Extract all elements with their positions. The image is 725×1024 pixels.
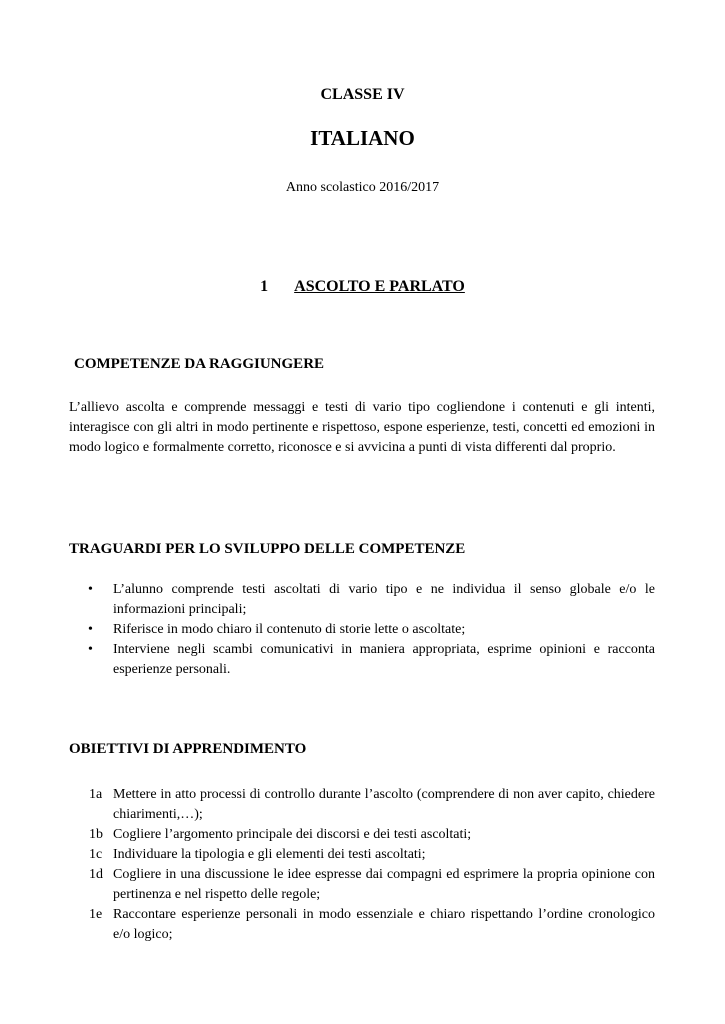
objective-text: Mettere in atto processi di controllo durante l’ascolto (comprendere di non aver capito, chiedere chiarimenti,…);	[113, 787, 655, 822]
objective-item	[69, 905, 655, 945]
objective-item	[69, 825, 655, 845]
subject-title: ITALIANO	[310, 126, 415, 150]
school-year: Anno scolastico 2016/2017	[285, 180, 440, 195]
bullet-icon: •	[88, 642, 93, 657]
objective-item	[69, 785, 655, 825]
competenze-heading: COMPETENZE DA RAGGIUNGERE	[74, 356, 325, 372]
objective-text: Raccontare esperienze personali in modo essenziale e chiaro rispettando l’ordine cronologico e/o logico;	[113, 907, 655, 942]
objective-code: 1d	[89, 867, 103, 882]
section-title	[0, 278, 725, 296]
objective-text: Cogliere in una discussione le idee espresse dai compagni ed esprimere la propria opinione con pertinenza e nel rispetto delle regole;	[113, 867, 655, 902]
section-title-text: ASCOLTO E PARLATO	[294, 278, 465, 295]
obiettivi-heading: OBIETTIVI DI APPRENDIMENTO	[69, 741, 307, 757]
list-item	[69, 620, 655, 640]
objective-code: 1b	[89, 827, 103, 842]
section-number: 1	[260, 278, 269, 295]
bullet-icon: •	[88, 622, 93, 637]
objective-code: 1a	[89, 787, 103, 802]
obiettivi-list	[69, 785, 655, 945]
class-title: CLASSE IV	[320, 86, 405, 103]
objective-text: Cogliere l’argomento principale dei discorsi e dei testi ascoltati;	[113, 827, 472, 842]
objective-item	[69, 865, 655, 905]
objective-code: 1c	[89, 847, 103, 862]
traguardi-heading: TRAGUARDI PER LO SVILUPPO DELLE COMPETENZE	[69, 541, 466, 557]
objective-text: Individuare la tipologia e gli elementi dei testi ascoltati;	[113, 847, 426, 862]
list-item-text: Interviene negli scambi comunicativi in maniera appropriata, esprime opinioni e racconta esperienze personali.	[113, 642, 655, 677]
objective-item	[69, 845, 655, 865]
list-item-text: L’alunno comprende testi ascoltati di vario tipo e ne individua il senso globale e/o le informazioni principali;	[113, 582, 655, 617]
list-item	[69, 640, 655, 680]
competenze-paragraph: L’allievo ascolta e comprende messaggi e testi di vario tipo cogliendone i contenuti e gli intenti, interagisce con gli altri in modo pertinente e rispettoso, espone esperienze, testi, concetti ed emozioni in modo logico e formalmente corretto, riconosce e si avvicina a punti di vista differenti dal proprio.	[69, 400, 655, 455]
objective-code: 1e	[89, 907, 103, 922]
traguardi-list	[69, 580, 655, 680]
list-item	[69, 580, 655, 620]
bullet-icon: •	[88, 582, 93, 597]
list-item-text: Riferisce in modo chiaro il contenuto di storie lette o ascoltate;	[113, 622, 466, 637]
